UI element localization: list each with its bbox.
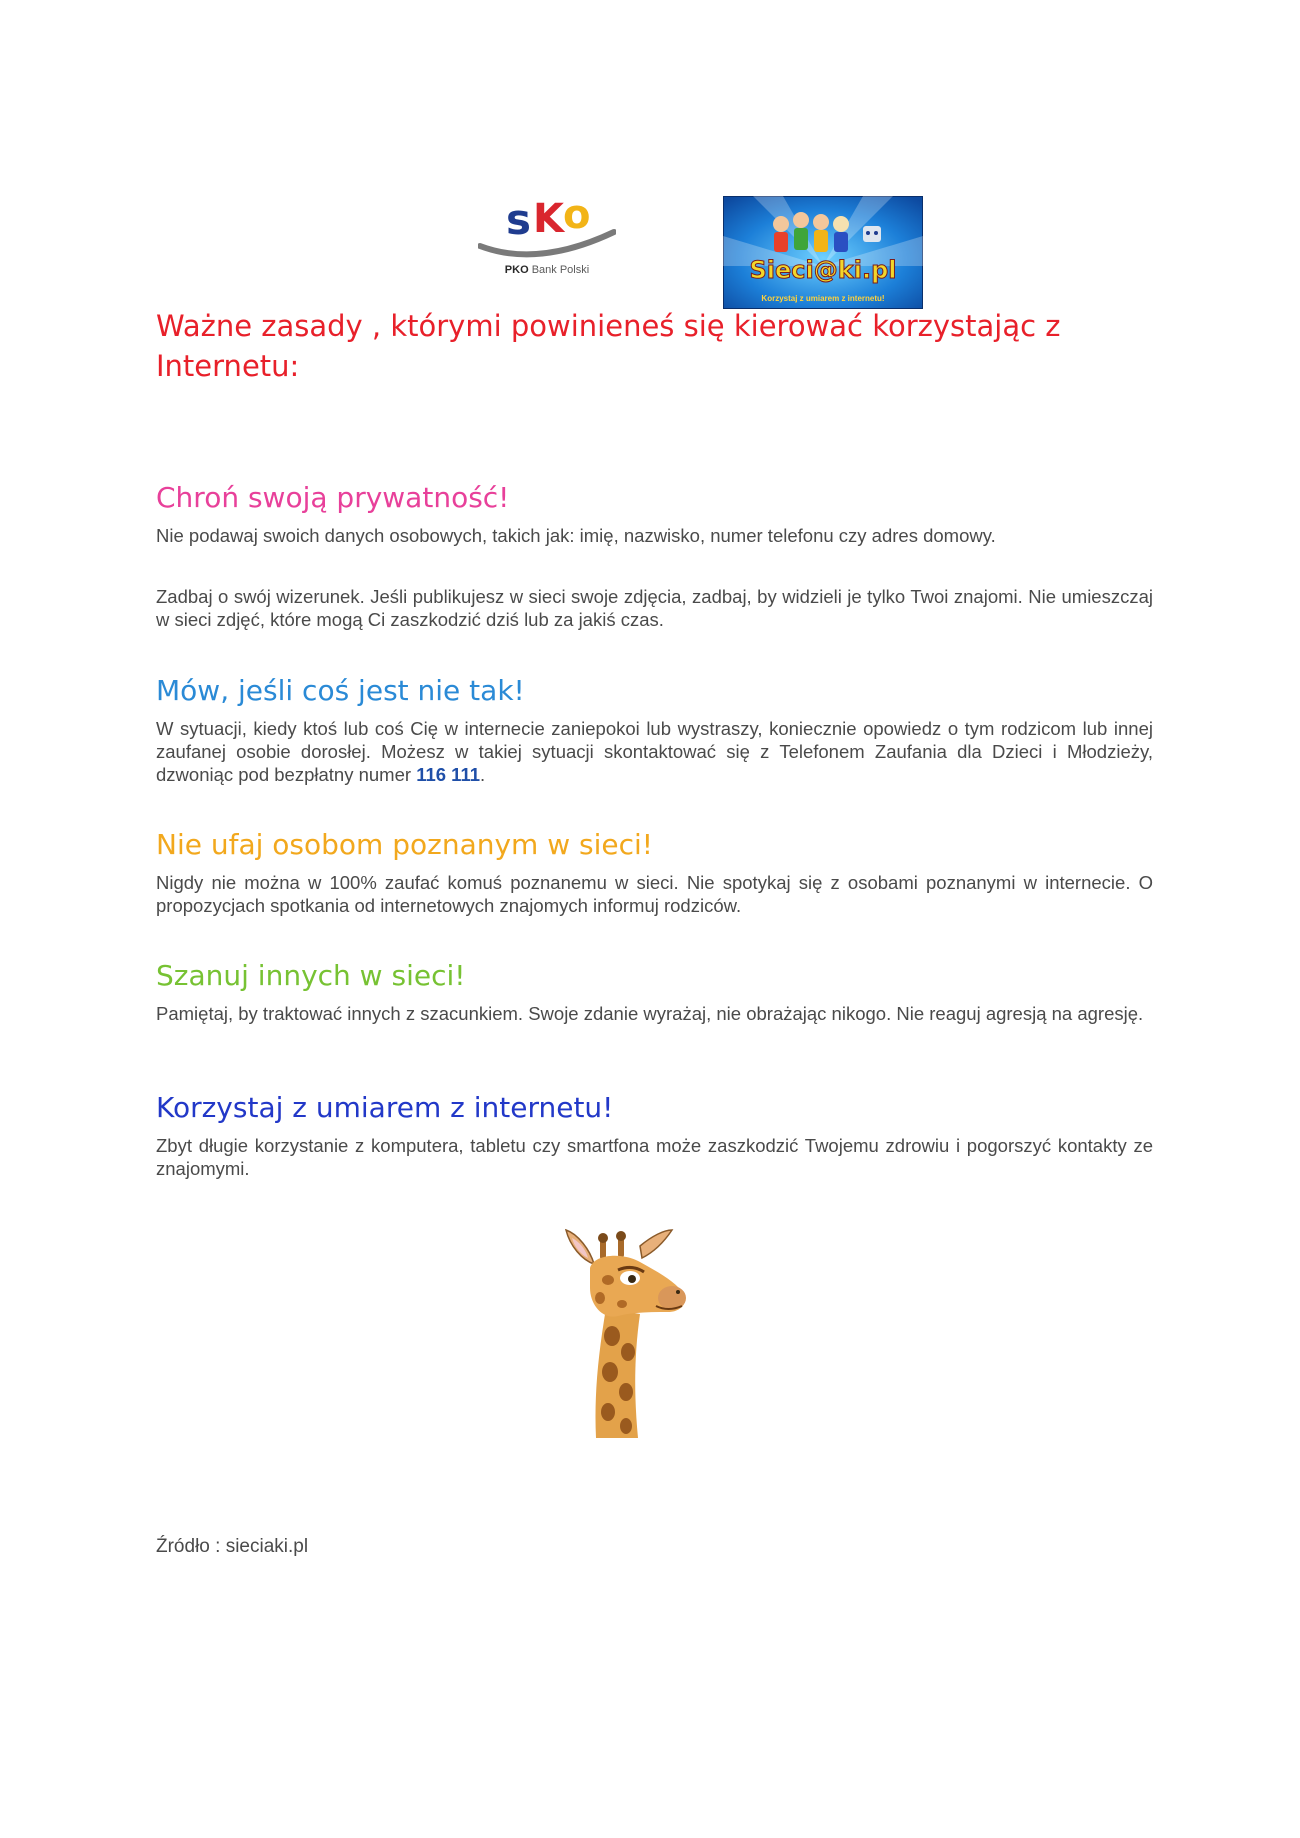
section-moderation-paragraph: Zbyt długie korzystanie z komputera, tabletu czy smartfona może zaszkodzić Twojemu zdrowiu i pogorszyć kontakty ze znajomymi. <box>156 1135 1153 1179</box>
section-dont-trust-paragraph: Nigdy nie można w 100% zaufać komuś poznanemu w sieci. Nie spotykaj się z osobami poznanymi w internecie. O propozycjach spotkania od internetowych znajomych informuj rodziców. <box>156 872 1153 916</box>
sieciaki-logo-graphic <box>723 196 923 309</box>
section-heading-speak-up: Mów, jeśli coś jest nie tak! <box>156 674 525 707</box>
sko-logo-graphic <box>478 188 616 264</box>
section-respect-paragraph: Pamiętaj, by traktować innych z szacunkiem. Swoje zdanie wyrażaj, nie obrażając nikogo. Nie reaguj agresją na agresję. <box>156 1003 1144 1024</box>
sieciaki-tagline: Korzystaj z umiarem z internetu! <box>761 294 885 303</box>
giraffe-illustration <box>560 1216 700 1438</box>
section-heading-privacy: Chroń swoją prywatność! <box>156 481 510 514</box>
section-speak-up-paragraph <box>156 717 1153 786</box>
svg-text:K: K <box>533 196 564 242</box>
source-credit: Źródło : sieciaki.pl <box>156 1536 309 1557</box>
sko-logo <box>478 188 616 280</box>
section-heading-respect: Szanuj innych w sieci! <box>156 959 466 992</box>
sko-caption <box>478 264 616 276</box>
svg-text:o: o <box>563 192 591 238</box>
sko-caption-bold: PKO <box>504 264 529 276</box>
section-privacy-paragraph-2: Zadbaj o swój wizerunek. Jeśli publikujesz w sieci swoje zdjęcia, zadbaj, by widzieli je tylko Twoi znajomi. Nie umieszczaj w sieci zdjęć, które mogą Ci zaszkodzić dziś lub za jakiś czas. <box>156 586 1153 630</box>
sko-caption-rest: Bank Polski <box>531 264 590 276</box>
sieciaki-wordmark: Sieci@ki.pl <box>749 256 897 284</box>
speak-up-text-after: . <box>480 764 486 785</box>
section-privacy-paragraph-1: Nie podawaj swoich danych osobowych, takich jak: imię, nazwisko, numer telefonu czy adres domowy. <box>156 525 996 546</box>
section-heading-dont-trust: Nie ufaj osobom poznanym w sieci! <box>156 828 654 861</box>
section-heading-moderation: Korzystaj z umiarem z internetu! <box>156 1091 614 1124</box>
svg-text:s: s <box>506 195 531 244</box>
helpline-number: 116 111 <box>416 764 480 785</box>
page-title: Ważne zasady , którymi powinieneś się kierować korzystając z Internetu: <box>156 309 1061 383</box>
speak-up-text-before: W sytuacji, kiedy ktoś lub coś Cię w internecie zaniepokoi lub wystraszy, koniecznie opowiedz o tym rodzicom lub innej zaufanej osobie dorosłej. Możesz w takiej sytuacji skontaktować się z Telefonem Zaufania dla Dzieci i Młodzieży, dzwoniąc pod bezpłatny numer <box>156 718 1153 785</box>
sieciaki-logo <box>723 196 923 309</box>
